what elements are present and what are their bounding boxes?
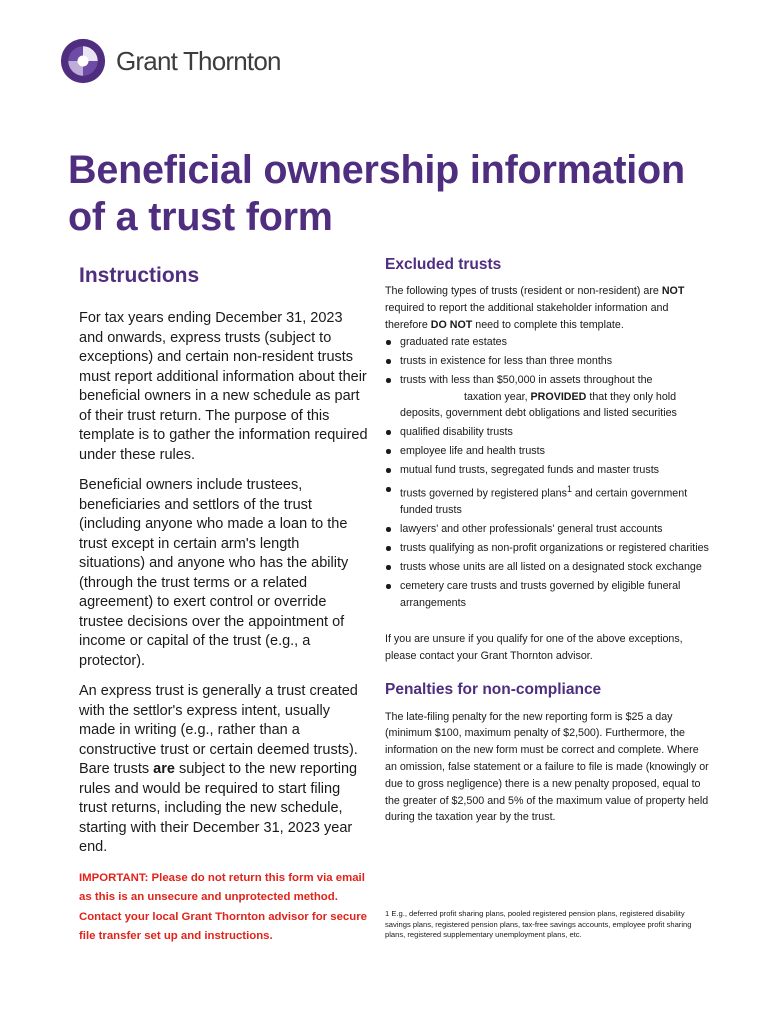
not-emphasis: NOT bbox=[661, 285, 685, 297]
list-item bbox=[385, 353, 710, 369]
list-item-text: graduated rate estates bbox=[400, 336, 507, 349]
bullet-icon bbox=[386, 340, 391, 345]
provided-emphasis: PROVIDED bbox=[530, 390, 587, 403]
brand-name: Grant Thornton bbox=[116, 46, 281, 76]
bullet-icon bbox=[386, 449, 391, 454]
list-item-text: that they only hold deposits, government debt obligations and listed securities bbox=[400, 390, 677, 420]
bare-trust-text: subject to the new reporting rules and would be required to start filing trust returns, including the new schedule, starting with their December 31, 2023 year end. bbox=[79, 761, 358, 855]
instructions-paragraph-1: For tax years ending December 31, 2023 and onwards, express trusts (subject to exceptions) and certain non-resident trusts must report additional information about their beneficial owners in a new schedule as part of their trust return. The purpose of this template is to gather the information required under these rules. bbox=[79, 310, 368, 463]
do-not-emphasis: DO NOT bbox=[430, 318, 473, 331]
bullet-icon bbox=[386, 565, 391, 570]
bullet-icon bbox=[386, 430, 391, 435]
list-item bbox=[385, 424, 710, 440]
bullet-icon bbox=[386, 378, 391, 383]
instructions-paragraph-2: Beneficial owners include trustees, beneficiaries and settlors of the trust (including anyone who made a loan to the trust except in certain arm's length situations) and anyone who has the ability (through the trust terms or a related agreement) to exert control or override trustee decisions over the appointment of income or capital of the trust (e.g., a protector). bbox=[79, 477, 349, 669]
bullet-icon bbox=[386, 527, 391, 532]
instructions-column bbox=[79, 263, 369, 947]
bullet-icon bbox=[386, 487, 391, 492]
list-item bbox=[385, 443, 710, 459]
list-item-text: taxation year, bbox=[464, 390, 531, 403]
list-item bbox=[385, 559, 710, 575]
instructions-heading: Instructions bbox=[79, 264, 200, 287]
list-item bbox=[385, 578, 710, 611]
list-item-text: and certain government funded trusts bbox=[400, 487, 688, 517]
list-item bbox=[385, 334, 710, 350]
grant-thornton-logo-mark-icon bbox=[60, 38, 106, 84]
list-item-text: qualified disability trusts bbox=[400, 426, 513, 439]
excluded-intro-text-3: need to complete this template. bbox=[472, 318, 624, 331]
instructions-paragraph-3 bbox=[79, 682, 369, 858]
list-item bbox=[385, 462, 710, 478]
excluded-intro bbox=[385, 283, 710, 333]
bullet-icon bbox=[386, 584, 391, 589]
list-item-text: trusts qualifying as non-profit organizations or registered charities bbox=[400, 542, 709, 555]
list-item bbox=[385, 372, 710, 421]
bullet-icon bbox=[386, 546, 391, 551]
list-item-text: trusts whose units are all listed on a designated stock exchange bbox=[400, 561, 702, 574]
list-item-text: employee life and health trusts bbox=[400, 445, 545, 458]
excluded-intro-text-1: The following types of trusts (resident or non-resident) are bbox=[385, 285, 662, 297]
bullet-icon bbox=[386, 468, 391, 473]
list-item bbox=[385, 481, 710, 518]
penalties-heading: Penalties for non-compliance bbox=[385, 680, 602, 698]
document-title: Beneficial ownership information of a trust form bbox=[68, 148, 685, 239]
penalties-text: The late-filing penalty for the new reporting form is $25 a day (minimum $100, maximum penalty of $2,500). Furthermore, the information on the new form must be correct and complete. Where an omission, false statement or a failure to file is made (knowingly or due to gross negligence) there is a new penalty proposed, equal to the greater of $2,500 and 5% of the maximum value of property held during the taxation year by the trust. bbox=[385, 710, 709, 824]
list-item bbox=[385, 521, 710, 537]
list-item bbox=[385, 540, 710, 556]
express-trust-text: An express trust is generally a trust created with the settlor's express intent, usually made in writing (e.g., rather than a constructive trust or certain deemed trusts). Bare trusts bbox=[79, 683, 358, 777]
list-item-text: mutual fund trusts, segregated funds and master trusts bbox=[400, 464, 660, 477]
footnote-marker: 1 bbox=[566, 484, 572, 495]
excluded-intro-text-2: required to report the additional stakeholder information and therefore bbox=[385, 301, 669, 331]
list-item-text: cemetery care trusts and trusts governed by eligible funeral arrangements bbox=[400, 580, 681, 609]
important-notice: IMPORTANT: Please do not return this form via email as this is an unsecure and unprotected method. Contact your local Grant Thornton advisor for secure file transfer set up and instructions. bbox=[79, 871, 367, 943]
are-emphasis: are bbox=[153, 761, 175, 777]
grant-thornton-logo bbox=[60, 36, 281, 86]
excluded-trusts-list bbox=[385, 334, 710, 611]
list-item-text: trusts in existence for less than three months bbox=[400, 355, 613, 368]
excluded-trusts-heading: Excluded trusts bbox=[385, 256, 502, 273]
list-item-text: trusts governed by registered plans bbox=[400, 487, 567, 500]
list-item-text: trusts with less than $50,000 in assets throughout the bbox=[400, 374, 653, 387]
footnote: 1 E.g., deferred profit sharing plans, pooled registered pension plans, registered disability savings plans, registered pension plans, tax-free savings accounts, employee profit sharing plans, registered supplementary unemployment plans, etc. bbox=[385, 909, 692, 940]
list-item-text: lawyers' and other professionals' general trust accounts bbox=[400, 523, 663, 536]
exceptions-note: If you are unsure if you qualify for one of the above exceptions, please contact your Grant Thornton advisor. bbox=[385, 632, 683, 662]
side-column bbox=[385, 255, 710, 826]
bullet-icon bbox=[386, 359, 391, 364]
